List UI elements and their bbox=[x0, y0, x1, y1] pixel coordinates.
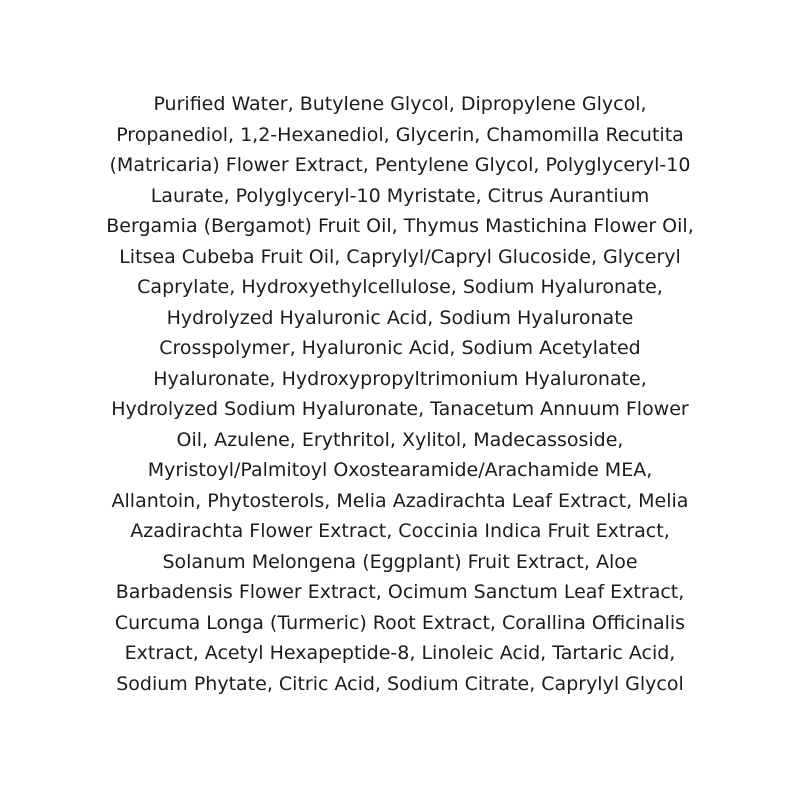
ingredients-line-17: Barbadensis Flower Extract, Ocimum Sanctum Leaf Extract, bbox=[115, 581, 685, 603]
ingredients-line-14: Allantoin, Phytosterols, Melia Azadirachta Leaf Extract, Melia bbox=[111, 489, 689, 512]
ingredients-line-16: Solanum Melongena (Eggplant) Fruit Extract, Aloe bbox=[162, 550, 638, 573]
ingredients-line-2: Propanediol, 1,2-Hexanediol, Glycerin, Chamomilla Recutita bbox=[116, 123, 684, 146]
ingredients-line-8: Hydrolyzed Hyaluronic Acid, Sodium Hyaluronate bbox=[166, 306, 634, 329]
ingredients-line-5: Bergamia (Bergamot) Fruit Oil, Thymus Mastichina Flower Oil, bbox=[106, 215, 694, 237]
ingredients-line-1: Purified Water, Butylene Glycol, Dipropylene Glycol, bbox=[153, 93, 647, 115]
ingredients-line-19: Extract, Acetyl Hexapeptide-8, Linoleic Acid, Tartaric Acid, bbox=[124, 642, 676, 664]
ingredients-line-15: Azadirachta Flower Extract, Coccinia Indica Fruit Extract, bbox=[130, 520, 670, 542]
ingredients-line-20: Sodium Phytate, Citric Acid, Sodium Citrate, Caprylyl Glycol bbox=[116, 672, 684, 695]
ingredients-line-3: (Matricaria) Flower Extract, Pentylene Glycol, Polyglyceryl-10 bbox=[109, 154, 691, 176]
ingredients-line-7: Caprylate, Hydroxyethylcellulose, Sodium Hyaluronate, bbox=[137, 276, 663, 298]
ingredients-line-4: Laurate, Polyglyceryl-10 Myristate, Citrus Aurantium bbox=[150, 184, 650, 207]
ingredients-line-11: Hydrolyzed Sodium Hyaluronate, Tanacetum Annuum Flower bbox=[111, 398, 689, 420]
ingredients-line-12: Oil, Azulene, Erythritol, Xylitol, Madecassoside, bbox=[176, 428, 624, 451]
ingredients-line-9: Crosspolymer, Hyaluronic Acid, Sodium Acetylated bbox=[159, 337, 641, 359]
ingredients-line-6: Litsea Cubeba Fruit Oil, Caprylyl/Capryl Glucoside, Glyceryl bbox=[119, 245, 681, 268]
ingredients-line-18: Curcuma Longa (Turmeric) Root Extract, Corallina Officinalis bbox=[114, 611, 686, 634]
ingredients-line-13: Myristoyl/Palmitoyl Oxostearamide/Arachamide MEA, bbox=[147, 459, 653, 481]
ingredients-line-10: Hyaluronate, Hydroxypropyltrimonium Hyaluronate, bbox=[153, 367, 647, 390]
ingredients-list bbox=[40, 89, 760, 699]
